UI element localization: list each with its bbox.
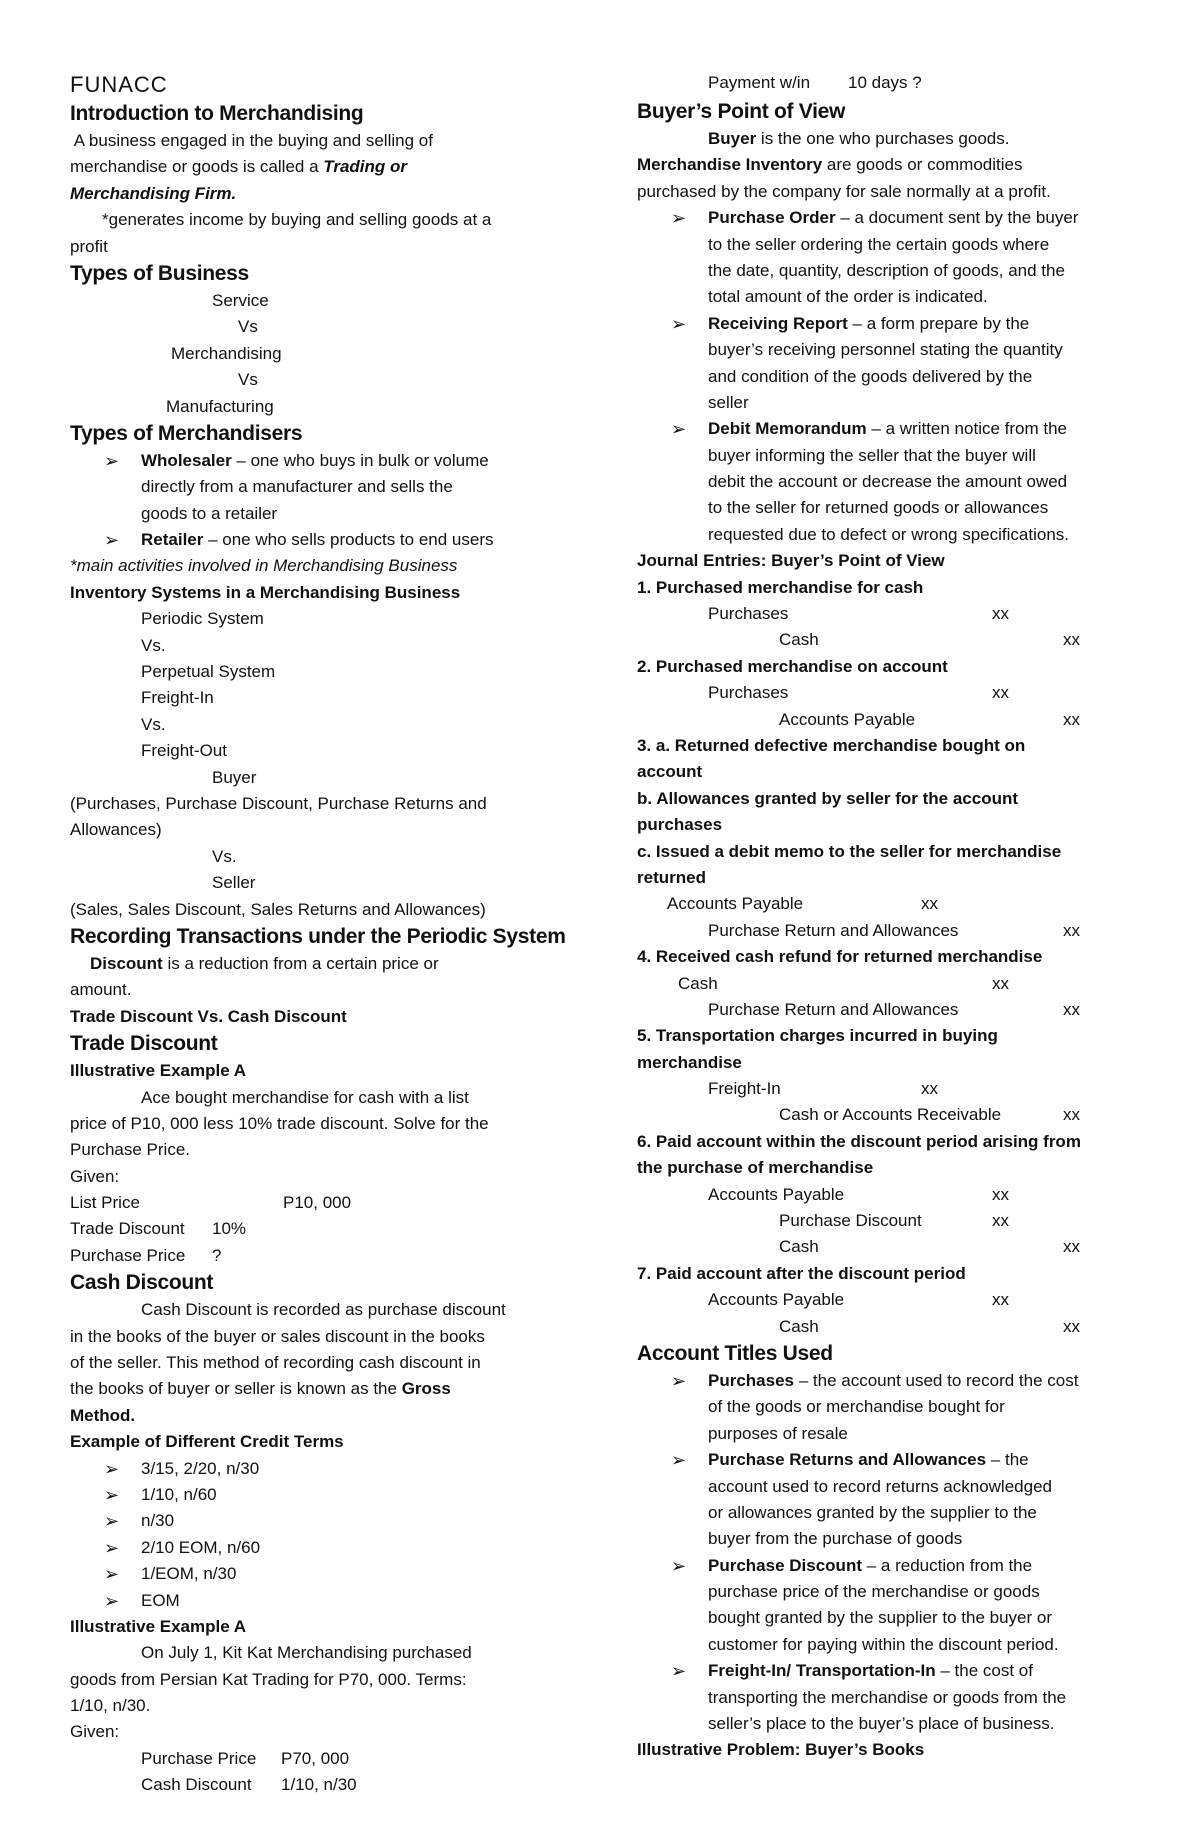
illustrative-problem-heading: Illustrative Problem: Buyer’s Books bbox=[637, 1740, 925, 1760]
business-type: Service bbox=[212, 290, 269, 310]
journal-entry-title: c. Issued a debit memo to the seller for merchandise bbox=[637, 841, 1062, 861]
arrow-bullet-icon: ➢ bbox=[104, 530, 120, 551]
list-item-text: seller’s place to the buyer’s place of business. bbox=[708, 1714, 1055, 1734]
journal-debit-line: Purchases xx bbox=[708, 604, 1009, 624]
given-label: Given: bbox=[70, 1722, 120, 1742]
example-text: goods from Persian Kat Trading for P70, 000. Terms: bbox=[70, 1669, 467, 1689]
business-type: Merchandising bbox=[171, 343, 282, 363]
arrow-bullet-icon: ➢ bbox=[104, 1511, 120, 1532]
discount-definition: amount. bbox=[70, 980, 132, 1000]
credit-term-item: ➢ 1/EOM, n/30 bbox=[70, 1561, 575, 1587]
inventory-item: Vs. bbox=[141, 714, 166, 734]
journal-entry-title: the purchase of merchandise bbox=[637, 1158, 874, 1178]
arrow-bullet-icon: ➢ bbox=[104, 1590, 120, 1611]
note-text: *main activities involved in Merchandising Business bbox=[70, 556, 458, 576]
journal-entry-title: 4. Received cash refund for returned merchandise bbox=[637, 947, 1043, 967]
intro-text: Merchandising Firm. bbox=[70, 183, 237, 203]
arrow-bullet-icon: ➢ bbox=[671, 1555, 687, 1576]
credit-term-item: ➢ 3/15, 2/20, n/30 bbox=[70, 1456, 575, 1482]
list-item: ➢ Purchase Discount – a reduction from the bbox=[637, 1553, 1137, 1579]
buyer-definition: Buyer is the one who purchases goods. bbox=[708, 129, 1010, 148]
trade-vs-cash-heading: Trade Discount Vs. Cash Discount bbox=[70, 1006, 347, 1026]
given-row: List Price P10, 000 bbox=[70, 1193, 352, 1213]
list-item-text: purchase price of the merchandise or goods bbox=[708, 1582, 1040, 1602]
example-text: On July 1, Kit Kat Merchandising purchased bbox=[141, 1643, 472, 1663]
inventory-item: Perpetual System bbox=[141, 662, 276, 682]
journal-credit-line: Purchase Return and Allowances xx bbox=[708, 999, 1080, 1019]
paragraph-text: the books of buyer or seller is known as the Gross bbox=[70, 1379, 451, 1399]
types-of-business-heading: Types of Business bbox=[70, 261, 249, 285]
journal-debit-line: Accounts Payable xx bbox=[708, 1290, 1009, 1310]
list-item-text: buyer informing the seller that the buyer will bbox=[708, 445, 1036, 465]
inventory-systems-heading: Inventory Systems in a Merchandising Business bbox=[70, 582, 461, 602]
example-text: Ace bought merchandise for cash with a list bbox=[141, 1087, 469, 1107]
payment-row: Payment w/in 10 days ? bbox=[708, 73, 922, 92]
list-item: ➢ Wholesaler – one who buys in bulk or volume bbox=[70, 448, 575, 474]
intro-text: profit bbox=[70, 236, 108, 256]
vs-label: Vs. bbox=[212, 846, 237, 866]
list-item: ➢ Freight-In/ Transportation-In – the cost of bbox=[637, 1658, 1137, 1684]
journal-debit-line: Accounts Payable xx bbox=[667, 894, 938, 914]
list-item-text: customer for paying within the discount period. bbox=[708, 1634, 1059, 1654]
journal-debit-line: Purchases xx bbox=[708, 683, 1009, 703]
credit-term-item: ➢ 2/10 EOM, n/60 bbox=[70, 1535, 575, 1561]
merchandise-inventory-definition: Merchandise Inventory are goods or commodities bbox=[637, 155, 1023, 175]
journal-credit-line: Purchase Discount xx bbox=[779, 1211, 1009, 1231]
list-item-text: seller bbox=[708, 392, 749, 412]
journal-entry-title: purchases bbox=[637, 815, 723, 835]
given-row: Purchase Price P70, 000 bbox=[141, 1748, 350, 1768]
inventory-item: Vs. bbox=[141, 635, 166, 655]
journal-entry-title: 1. Purchased merchandise for cash bbox=[637, 577, 924, 597]
arrow-bullet-icon: ➢ bbox=[104, 1564, 120, 1585]
intro-text: merchandise or goods is called a Trading or bbox=[70, 157, 407, 177]
journal-debit-line: Accounts Payable xx bbox=[708, 1184, 1009, 1204]
list-item: ➢ Purchases – the account used to record the cost bbox=[637, 1368, 1137, 1394]
example-text: Purchase Price. bbox=[70, 1140, 190, 1160]
list-item-text: directly from a manufacturer and sells the bbox=[141, 477, 453, 497]
left-column bbox=[70, 70, 575, 1799]
list-item-text: requested due to defect or wrong specifications. bbox=[708, 524, 1069, 544]
inventory-item: Periodic System bbox=[141, 609, 264, 629]
list-item-text: goods to a retailer bbox=[141, 503, 278, 523]
list-item-text: to the seller ordering the certain goods where bbox=[708, 234, 1050, 254]
journal-credit-line: Cash or Accounts Receivable xx bbox=[779, 1105, 1080, 1125]
arrow-bullet-icon: ➢ bbox=[104, 1458, 120, 1479]
journal-entry-title: 7. Paid account after the discount period bbox=[637, 1263, 966, 1283]
given-row: Trade Discount 10% bbox=[70, 1219, 247, 1239]
illustrative-example-heading: Illustrative Example A bbox=[70, 1616, 247, 1636]
list-item: ➢ Purchase Order – a document sent by the buyer bbox=[637, 205, 1137, 231]
recording-heading: Recording Transactions under the Periodic System bbox=[70, 924, 566, 948]
arrow-bullet-icon: ➢ bbox=[671, 1450, 687, 1471]
list-item-text: buyer’s receiving personnel stating the quantity bbox=[708, 340, 1063, 360]
arrow-bullet-icon: ➢ bbox=[671, 208, 687, 229]
credit-terms-heading: Example of Different Credit Terms bbox=[70, 1432, 344, 1452]
paragraph-text: in the books of the buyer or sales discount in the books bbox=[70, 1326, 485, 1346]
paragraph-text: Method. bbox=[70, 1405, 136, 1425]
paragraph-text: of the seller. This method of recording cash discount in bbox=[70, 1353, 481, 1373]
journal-entry-title: 6. Paid account within the discount period arising from bbox=[637, 1131, 1081, 1151]
list-item-text: or allowances granted by the supplier to the bbox=[708, 1502, 1037, 1522]
trade-discount-heading: Trade Discount bbox=[70, 1032, 218, 1056]
arrow-bullet-icon: ➢ bbox=[104, 1484, 120, 1505]
credit-term-item: ➢ 1/10, n/60 bbox=[70, 1482, 575, 1508]
list-item-text: debit the account or decrease the amount owed bbox=[708, 472, 1068, 492]
cash-discount-heading: Cash Discount bbox=[70, 1271, 214, 1295]
given-label: Given: bbox=[70, 1166, 120, 1186]
inventory-item: Freight-In bbox=[141, 688, 214, 708]
journal-entry-title: b. Allowances granted by seller for the account bbox=[637, 788, 1019, 808]
given-row: Purchase Price ? bbox=[70, 1245, 222, 1265]
intro-text: A business engaged in the buying and selling of bbox=[70, 131, 433, 150]
journal-credit-line: Cash xx bbox=[779, 1237, 1080, 1257]
document-title: FUNACC bbox=[70, 72, 168, 97]
list-item-text: transporting the merchandise or goods from the bbox=[708, 1687, 1067, 1707]
arrow-bullet-icon: ➢ bbox=[671, 1370, 687, 1391]
business-type: Manufacturing bbox=[166, 396, 274, 416]
list-item-text: to the seller for returned goods or allowances bbox=[708, 498, 1049, 518]
buyer-accounts: (Purchases, Purchase Discount, Purchase Returns and bbox=[70, 793, 487, 813]
arrow-bullet-icon: ➢ bbox=[671, 419, 687, 440]
journal-entry-title: 3. a. Returned defective merchandise bought on bbox=[637, 735, 1026, 755]
intro-text: *generates income by buying and selling goods at a bbox=[102, 210, 492, 230]
types-of-merchandisers-heading: Types of Merchandisers bbox=[70, 421, 303, 445]
list-item-text: buyer from the purchase of goods bbox=[708, 1529, 963, 1549]
journal-entry-title: merchandise bbox=[637, 1052, 742, 1072]
journal-entry-title: 2. Purchased merchandise on account bbox=[637, 656, 948, 676]
seller-label: Seller bbox=[212, 873, 256, 893]
illustrative-example-heading: Illustrative Example A bbox=[70, 1061, 247, 1081]
account-titles-heading: Account Titles Used bbox=[637, 1341, 833, 1365]
merchandise-inventory-definition: purchased by the company for sale normally at a profit. bbox=[637, 181, 1051, 201]
list-item-text: bought granted by the supplier to the buyer or bbox=[708, 1608, 1053, 1628]
list-item-text: the date, quantity, description of goods, and the bbox=[708, 260, 1065, 280]
discount-definition: Discount is a reduction from a certain price or bbox=[90, 953, 439, 973]
journal-credit-line: Purchase Return and Allowances xx bbox=[708, 920, 1080, 940]
inventory-item: Freight-Out bbox=[141, 741, 227, 761]
example-text: price of P10, 000 less 10% trade discount. Solve for the bbox=[70, 1113, 489, 1133]
arrow-bullet-icon: ➢ bbox=[104, 450, 120, 471]
arrow-bullet-icon: ➢ bbox=[671, 1661, 687, 1682]
journal-debit-line: Freight-In xx bbox=[708, 1079, 938, 1099]
list-item-text: of the goods or merchandise bought for bbox=[708, 1397, 1005, 1417]
example-text: 1/10, n/30. bbox=[70, 1696, 151, 1716]
seller-accounts: (Sales, Sales Discount, Sales Returns and Allowances) bbox=[70, 899, 486, 919]
list-item: ➢ Receiving Report – a form prepare by the bbox=[637, 311, 1137, 337]
intro-heading: Introduction to Merchandising bbox=[70, 102, 364, 125]
list-item-text: and condition of the goods delivered by the bbox=[708, 366, 1033, 386]
arrow-bullet-icon: ➢ bbox=[671, 313, 687, 334]
list-item: ➢ Debit Memorandum – a written notice from the bbox=[637, 416, 1137, 442]
journal-entry-title: returned bbox=[637, 867, 706, 887]
credit-term-item: ➢ EOM bbox=[70, 1588, 575, 1614]
business-type: Vs bbox=[238, 317, 258, 337]
buyer-accounts: Allowances) bbox=[70, 820, 162, 840]
paragraph-text: Cash Discount is recorded as purchase discount bbox=[141, 1300, 506, 1320]
right-column bbox=[637, 70, 1137, 1764]
business-type: Vs bbox=[238, 370, 258, 390]
list-item: ➢ Retailer – one who sells products to end users bbox=[70, 527, 575, 553]
journal-credit-line: Accounts Payable xx bbox=[779, 709, 1080, 729]
credit-term-item: ➢ n/30 bbox=[70, 1508, 575, 1534]
journal-credit-line: Cash xx bbox=[779, 1316, 1080, 1336]
list-item-text: total amount of the order is indicated. bbox=[708, 287, 988, 307]
list-item-text: purposes of resale bbox=[708, 1423, 848, 1443]
list-item: ➢ Purchase Returns and Allowances – the bbox=[637, 1447, 1137, 1473]
journal-entry-title: 5. Transportation charges incurred in buying bbox=[637, 1026, 998, 1046]
list-item-text: account used to record returns acknowledged bbox=[708, 1476, 1052, 1496]
given-row: Cash Discount 1/10, n/30 bbox=[141, 1775, 357, 1795]
buyer-label: Buyer bbox=[212, 767, 257, 787]
journal-credit-line: Cash xx bbox=[779, 630, 1080, 650]
buyers-point-of-view-heading: Buyer’s Point of View bbox=[637, 100, 846, 123]
journal-entry-title: account bbox=[637, 762, 703, 782]
arrow-bullet-icon: ➢ bbox=[104, 1537, 120, 1558]
journal-entries-heading: Journal Entries: Buyer’s Point of View bbox=[637, 551, 945, 571]
journal-debit-line: Cash xx bbox=[678, 973, 1009, 993]
